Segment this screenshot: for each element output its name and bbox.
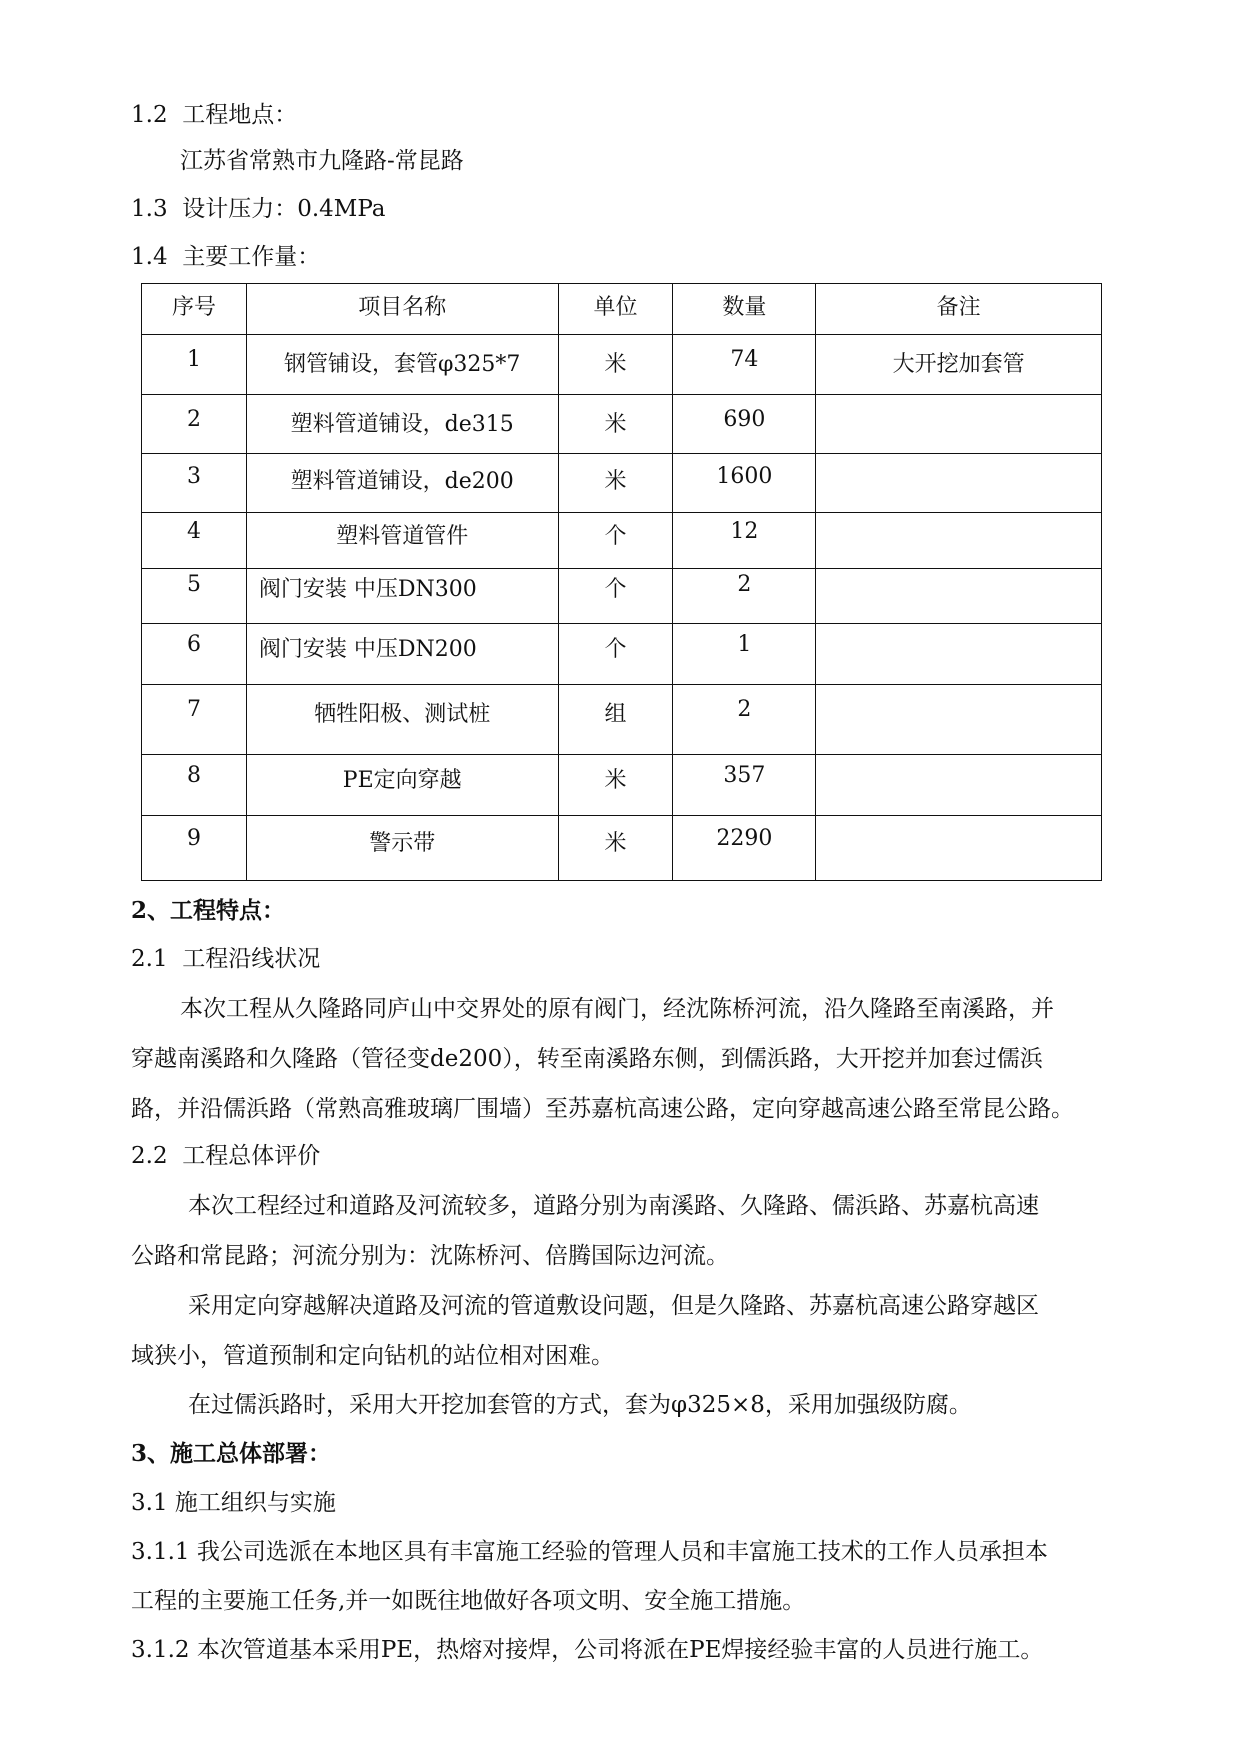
- project-location: 江苏省常熟市九隆路-常昆路: [180, 148, 464, 174]
- paragraph-2-2b-line: 采用定向穿越解决道路及河流的管道敷设问题，但是久隆路、苏嘉杭高速公路穿越区: [188, 1293, 1039, 1319]
- heading-1-4: [131, 242, 320, 272]
- work-quantity-table: [141, 283, 1102, 881]
- cell-name: 塑料管道铺设，de200: [246, 454, 558, 513]
- heading-1-2-number: 1.2: [131, 102, 168, 128]
- cell-qty: 12: [673, 513, 816, 569]
- cell-qty: 1: [673, 624, 816, 685]
- header-cell: 数量: [673, 284, 816, 335]
- heading-2-1-title: 工程沿线状况: [182, 946, 321, 972]
- heading-3-1: 3.1 施工组织与实施: [131, 1490, 336, 1516]
- cell-unit: 米: [558, 454, 673, 513]
- paragraph-3-1-1-line: 3.1.1 我公司选派在本地区具有丰富施工经验的管理人员和丰富施工技术的工作人员承担本: [131, 1539, 1048, 1565]
- table-row: [142, 816, 1102, 881]
- cell-qty: 2: [673, 685, 816, 755]
- paragraph-3-1-2: 3.1.2 本次管道基本采用PE，热熔对接焊，公司将派在PE焊接经验丰富的人员进行施工。: [131, 1637, 1044, 1663]
- heading-1-3-number: 1.3: [131, 196, 168, 222]
- cell-note: [816, 816, 1102, 881]
- cell-note: [816, 685, 1102, 755]
- heading-2-2-number: 2.2: [131, 1143, 168, 1169]
- paragraph-2-1-line: 本次工程从久隆路同庐山中交界处的原有阀门，经沈陈桥河流，沿久隆路至南溪路，并: [180, 996, 1054, 1022]
- cell-note: [816, 395, 1102, 454]
- cell-name: 塑料管道管件: [246, 513, 558, 569]
- table-row: [142, 685, 1102, 755]
- paragraph-2-2a-line: 本次工程经过和道路及河流较多，道路分别为南溪路、久隆路、儒浜路、苏嘉杭高速: [188, 1193, 1039, 1219]
- cell-unit: 个: [558, 569, 673, 624]
- table-row: [142, 335, 1102, 395]
- heading-2: 2、工程特点：: [131, 897, 286, 924]
- cell-no: 3: [142, 454, 247, 513]
- cell-qty: 2290: [673, 816, 816, 881]
- heading-2-2-title: 工程总体评价: [182, 1143, 321, 1169]
- cell-unit: 个: [558, 513, 673, 569]
- cell-qty: 357: [673, 755, 816, 816]
- cell-unit: 米: [558, 816, 673, 881]
- heading-2-2: [131, 1141, 320, 1171]
- cell-no: 6: [142, 624, 247, 685]
- cell-no: 4: [142, 513, 247, 569]
- heading-1-3: [131, 194, 386, 224]
- paragraph-2-2a-line: 公路和常昆路；河流分别为：沈陈桥河、倍腾国际边河流。: [131, 1243, 729, 1269]
- heading-1-2-title: 工程地点：: [182, 102, 298, 128]
- cell-name: PE定向穿越: [246, 755, 558, 816]
- heading-1-4-number: 1.4: [131, 244, 168, 270]
- cell-note: [816, 569, 1102, 624]
- table-row: [142, 755, 1102, 816]
- heading-1-3-title: 设计压力：0.4MPa: [182, 196, 386, 222]
- cell-no: 8: [142, 755, 247, 816]
- table-row: [142, 454, 1102, 513]
- heading-3: 3、施工总体部署：: [131, 1440, 332, 1467]
- paragraph-2-2b-line: 域狭小，管道预制和定向钻机的站位相对困难。: [131, 1343, 614, 1369]
- cell-note: 大开挖加套管: [816, 335, 1102, 395]
- cell-no: 2: [142, 395, 247, 454]
- cell-unit: 米: [558, 395, 673, 454]
- heading-2-1: [131, 944, 320, 974]
- table-row: [142, 569, 1102, 624]
- cell-unit: 米: [558, 755, 673, 816]
- paragraph-2-1-line: 路，并沿儒浜路（常熟高雅玻璃厂围墙）至苏嘉杭高速公路，定向穿越高速公路至常昆公路。: [131, 1096, 1074, 1122]
- cell-qty: 2: [673, 569, 816, 624]
- table-row: [142, 513, 1102, 569]
- cell-qty: 690: [673, 395, 816, 454]
- cell-unit: 组: [558, 685, 673, 755]
- cell-name: 阀门安装 中压DN300: [246, 569, 558, 624]
- header-cell: 序号: [142, 284, 247, 335]
- header-cell: 备注: [816, 284, 1102, 335]
- cell-note: [816, 513, 1102, 569]
- cell-note: [816, 624, 1102, 685]
- cell-unit: 个: [558, 624, 673, 685]
- paragraph-3-1-1-line: 工程的主要施工任务,并一如既往地做好各项文明、安全施工措施。: [131, 1588, 806, 1614]
- cell-note: [816, 454, 1102, 513]
- table-row: [142, 395, 1102, 454]
- cell-qty: 74: [673, 335, 816, 395]
- cell-name: 塑料管道铺设，de315: [246, 395, 558, 454]
- cell-no: 7: [142, 685, 247, 755]
- cell-name: 阀门安装 中压DN200: [246, 624, 558, 685]
- header-cell: 项目名称: [246, 284, 558, 335]
- cell-unit: 米: [558, 335, 673, 395]
- heading-1-2: [131, 100, 297, 130]
- table-row: [142, 624, 1102, 685]
- cell-name: 钢管铺设，套管φ325*7: [246, 335, 558, 395]
- cell-name: 警示带: [246, 816, 558, 881]
- cell-qty: 1600: [673, 454, 816, 513]
- paragraph-2-2c: 在过儒浜路时，采用大开挖加套管的方式，套为φ325×8，采用加强级防腐。: [188, 1392, 972, 1418]
- cell-name: 牺牲阳极、测试桩: [246, 685, 558, 755]
- cell-no: 9: [142, 816, 247, 881]
- paragraph-2-1-line: 穿越南溪路和久隆路（管径变de200），转至南溪路东侧，到儒浜路，大开挖并加套过儒浜: [131, 1046, 1043, 1072]
- header-cell: 单位: [558, 284, 673, 335]
- cell-no: 1: [142, 335, 247, 395]
- cell-note: [816, 755, 1102, 816]
- heading-1-4-title: 主要工作量：: [182, 244, 321, 270]
- cell-no: 5: [142, 569, 247, 624]
- table-header-row: [142, 284, 1102, 335]
- heading-2-1-number: 2.1: [131, 946, 168, 972]
